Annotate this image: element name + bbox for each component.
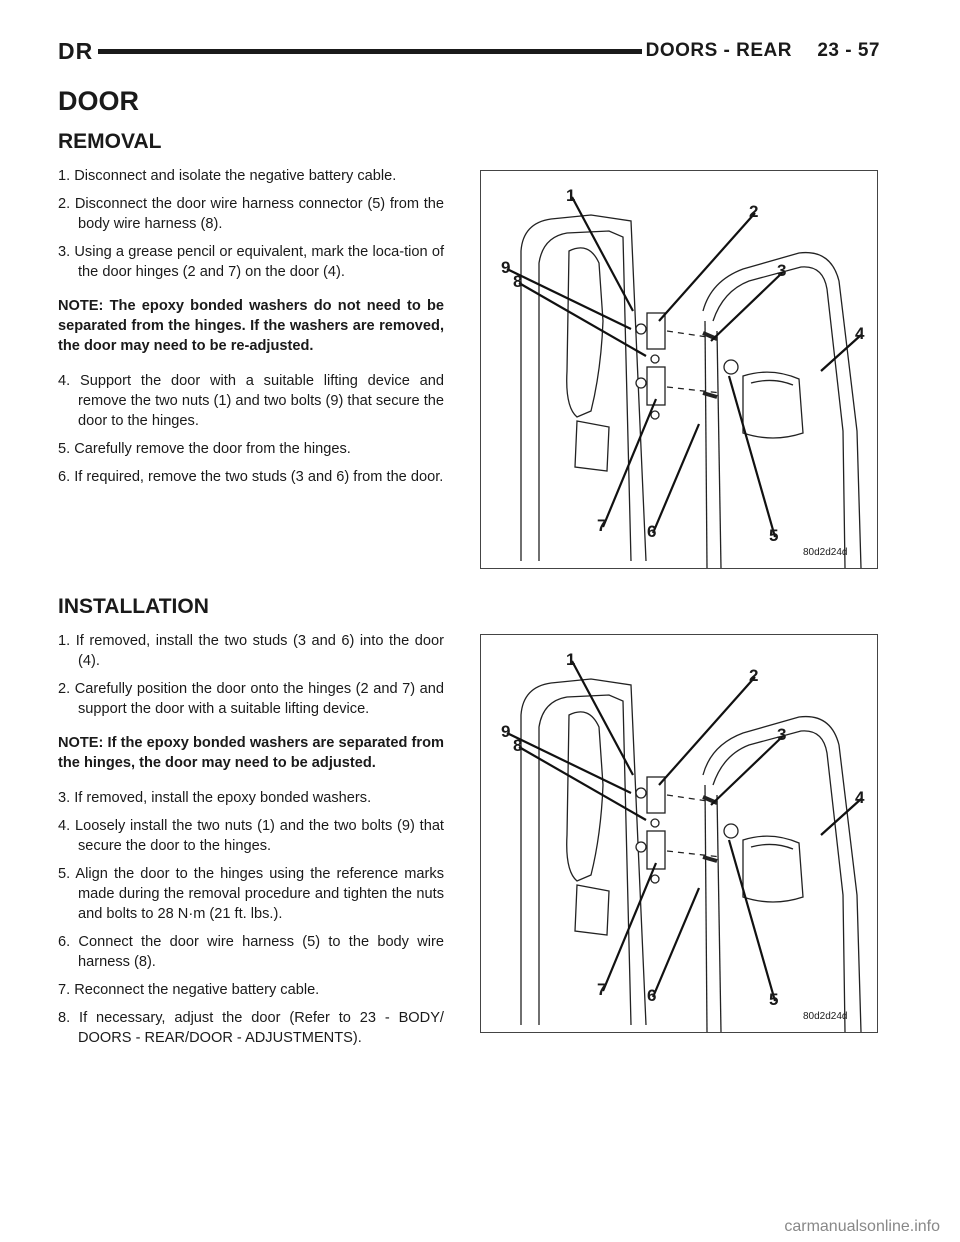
door-edge-inner [717, 795, 721, 1032]
hinge-nut [636, 842, 646, 852]
callout-4: 4 [855, 788, 865, 807]
section-title: DOORS - REAR [645, 40, 792, 61]
seat-outline [567, 248, 603, 417]
door-inner [713, 731, 845, 1032]
installation-step: 8. If necessary, adjust the door (Refer to 23 - BODY/ DOORS - REAR/DOOR - ADJUSTMENTS). [58, 1010, 444, 1046]
leader-line-8 [519, 747, 646, 820]
door-outline [703, 253, 861, 568]
model-code: DR [58, 38, 94, 64]
door-hinge-figure-installation [480, 634, 878, 1033]
figure-code: 80d2d24d [803, 547, 848, 558]
callout-8: 8 [513, 736, 523, 755]
installation-note: NOTE: If the epoxy bonded washers are separated from the hinges, the door may need to be adjusted. [58, 735, 444, 771]
callout-3: 3 [777, 261, 787, 280]
leader-line-2 [659, 677, 755, 785]
callout-9: 9 [501, 258, 511, 277]
installation-text [58, 631, 444, 1056]
door-armrest [743, 836, 803, 902]
callout-9: 9 [501, 722, 511, 741]
installation-step: 2. Carefully position the door onto the hinges (2 and 7) and support the door with a suitable lifting device. [58, 681, 444, 717]
callout-3: 3 [777, 725, 787, 744]
leader-line-2 [659, 213, 755, 321]
diagram-lines [521, 679, 861, 1032]
removal-heading: REMOVAL [58, 130, 162, 153]
removal-step: 4. Support the door with a suitable lifting device and remove the two nuts (1) and two bolts (9) that secure the door to the hinges. [58, 373, 444, 429]
page-title: DOOR [58, 86, 139, 116]
installation-step: 1. If removed, install the two studs (3 and 6) into the door (4). [58, 633, 444, 669]
door-handle [751, 380, 793, 385]
installation-step: 5. Align the door to the hinges using the reference marks made during the removal procedure and tighten the nuts and bolts to 28 N·m (21 ft. lbs.). [58, 866, 444, 922]
header-rule [98, 49, 642, 54]
door-outline [703, 717, 861, 1032]
installation-step: 7. Reconnect the negative battery cable. [58, 982, 320, 998]
callout-7: 7 [597, 516, 607, 535]
watermark: carmanualsonline.info [784, 1218, 940, 1235]
door-edge [705, 321, 707, 568]
removal-step: 3. Using a grease pencil or equivalent, mark the loca-tion of the door hinges (2 and 7) on the door (4). [58, 244, 444, 280]
door-edge-inner [717, 331, 721, 568]
hinge-bolt [651, 411, 659, 419]
hinge-bolt [651, 875, 659, 883]
door-inner [713, 267, 845, 568]
hinge-nut [636, 324, 646, 334]
removal-step: 2. Disconnect the door wire harness connector (5) from the body wire harness (8). [58, 196, 444, 232]
removal-text [58, 166, 444, 495]
page-number: 23 - 57 [817, 40, 880, 61]
installation-heading: INSTALLATION [58, 595, 209, 618]
seat-base [575, 421, 609, 471]
removal-step: 5. Carefully remove the door from the hinges. [58, 441, 351, 457]
removal-step: 1. Disconnect and isolate the negative battery cable. [58, 168, 397, 184]
harness-connector [724, 824, 738, 838]
callout-8: 8 [513, 272, 523, 291]
door-armrest [743, 372, 803, 438]
callout-5: 5 [769, 526, 779, 545]
removal-step: 6. If required, remove the two studs (3 and 6) from the door. [58, 469, 444, 485]
callout-2: 2 [749, 202, 759, 221]
installation-step: 3. If removed, install the epoxy bonded washers. [58, 790, 372, 806]
leader-line-6 [653, 888, 699, 997]
callout-6: 6 [647, 522, 657, 541]
callout-1: 1 [566, 650, 576, 669]
door-hinge-figure-removal [480, 170, 878, 569]
callout-2: 2 [749, 666, 759, 685]
callout-7: 7 [597, 980, 607, 999]
callout-leaders [507, 661, 861, 1001]
hinge-nut [636, 378, 646, 388]
door-edge [705, 785, 707, 1032]
leader-line-5 [729, 376, 775, 537]
leader-line-5 [729, 840, 775, 1001]
figure-code: 80d2d24d [803, 1011, 848, 1022]
leader-line-6 [653, 424, 699, 533]
installation-step: 6. Connect the door wire harness (5) to the body wire harness (8). [58, 934, 444, 970]
diagram-lines [521, 215, 861, 568]
door-handle [751, 844, 793, 849]
installation-step: 4. Loosely install the two nuts (1) and the two bolts (9) that secure the door to the hinges. [58, 818, 444, 854]
leader-line-8 [519, 283, 646, 356]
harness-connector [724, 360, 738, 374]
door-hinge-diagram [481, 171, 877, 568]
page-header [58, 38, 880, 66]
callout-4: 4 [855, 324, 865, 343]
door-hinge-diagram [481, 635, 877, 1032]
hinge-bolt [651, 355, 659, 363]
callout-6: 6 [647, 986, 657, 1005]
hinge-bolt [651, 819, 659, 827]
removal-note: NOTE: The epoxy bonded washers do not need to be separated from the hinges. If the washers are removed, the door may need to be re-adjusted. [58, 298, 444, 354]
callout-leaders [507, 197, 861, 537]
seat-base [575, 885, 609, 935]
seat-outline [567, 712, 603, 881]
callout-5: 5 [769, 990, 779, 1009]
callout-1: 1 [566, 186, 576, 205]
hinge-nut [636, 788, 646, 798]
